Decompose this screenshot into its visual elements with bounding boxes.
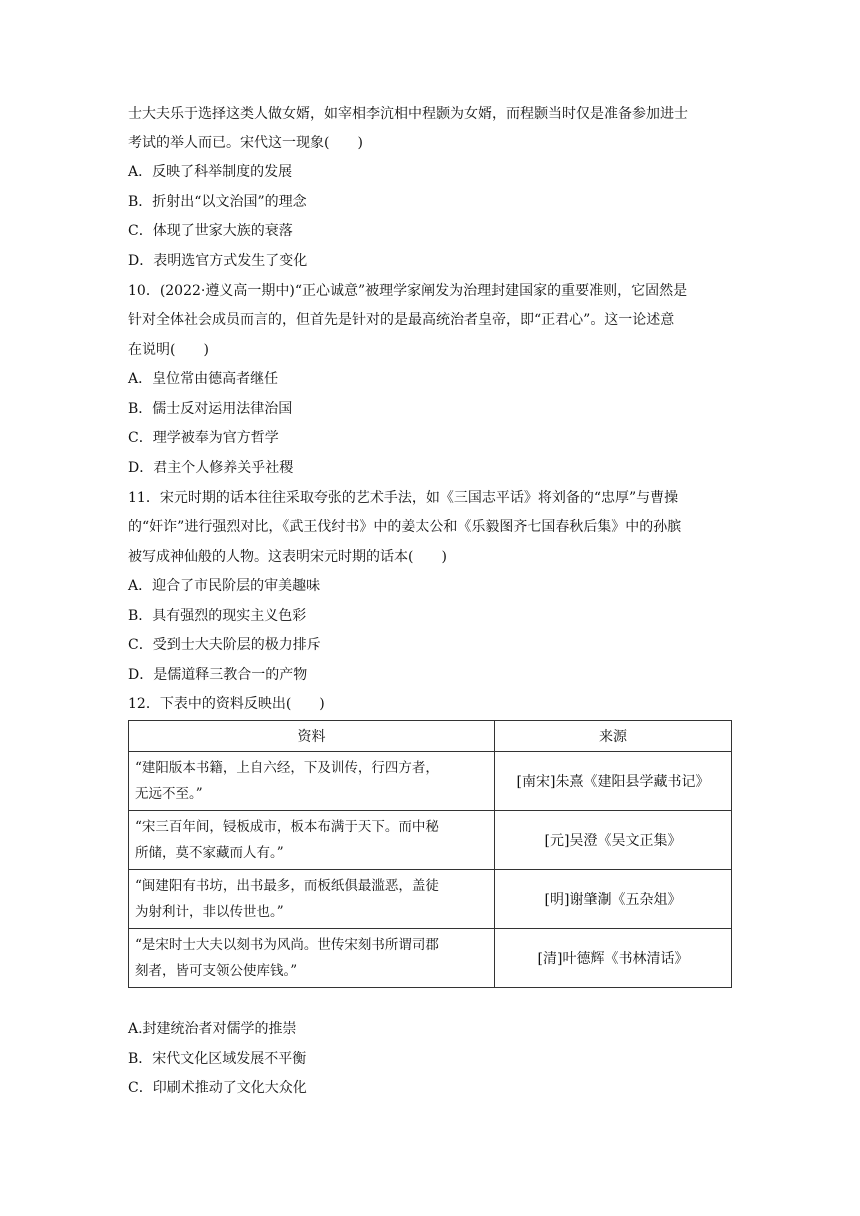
quote-line: “是宋时士大夫以刻书为风尚。世传宋刻书所谓司郡 — [135, 937, 439, 953]
header-material: 资料 — [129, 721, 495, 752]
q11-option-d: D．是儒道释三教合一的产物 — [128, 667, 308, 683]
q12-option-a: A.封建统治者对儒学的推崇 — [128, 1021, 297, 1037]
quote-line: 刻者，皆可支领公使库钱。” — [135, 963, 298, 979]
source-cell: [明]谢肇淛《五杂俎》 — [495, 870, 732, 929]
quote-cell — [129, 929, 495, 988]
quote-line: 所储，莫不家藏而人有。” — [135, 845, 284, 861]
source-cell: [清]叶德辉《书林清话》 — [495, 929, 732, 988]
q9-option-d: D．表明选官方式发生了变化 — [128, 253, 308, 269]
q11-stem-line-1: 11．宋元时期的话本往往采取夸张的艺术手法，如《三国志平话》将刘备的“忠厚”与曹操 — [128, 490, 679, 506]
q10-option-c: C．理学被奉为官方哲学 — [128, 430, 279, 446]
q9-option-b: B．折射出“以文治国”的理念 — [128, 194, 307, 210]
q10-option-d: D．君主个人修养关乎社稷 — [128, 460, 294, 476]
q10-stem-line-1: 10．(2022·遵义高一期中)“正心诚意”被理学家阐发为治理封建国家的重要准则，它固然是 — [128, 283, 688, 299]
quote-cell — [129, 870, 495, 929]
quote-line: 无远不至。” — [135, 786, 203, 802]
source-cell: [元]吴澄《吴文正集》 — [495, 811, 732, 870]
q11-option-c: C．受到士大夫阶层的极力排斥 — [128, 637, 321, 653]
table-row — [129, 752, 732, 811]
table-header-row — [129, 721, 732, 752]
q11-stem-line-3: 被写成神仙般的人物。这表明宋元时期的话本( ) — [128, 549, 447, 565]
q11-stem-line-2: 的“奸诈”进行强烈对比，《武王伐纣书》中的姜太公和《乐毅图齐七国春秋后集》中的孙膑 — [128, 519, 682, 535]
table-row — [129, 870, 732, 929]
q12-option-c: C．印刷术推动了文化大众化 — [128, 1080, 307, 1096]
table-row — [129, 811, 732, 870]
q11-option-b: B．具有强烈的现实主义色彩 — [128, 608, 307, 624]
quote-line: “建阳版本书籍，上自六经，下及训传，行四方者， — [135, 760, 439, 776]
q9-stem-line-1: 士大夫乐于选择这类人做女婿，如宰相李沆相中程颢为女婿，而程颢当时仅是准备参加进士 — [128, 106, 688, 122]
q10-stem-line-3: 在说明( ) — [128, 342, 209, 358]
q10-option-b: B．儒士反对运用法律治国 — [128, 401, 293, 417]
quote-cell — [129, 811, 495, 870]
q10-option-a: A．皇位常由德高者继任 — [128, 371, 279, 387]
quote-line: “宋三百年间，锓板成市，板本布满于天下。而中秘 — [135, 819, 439, 835]
q12-stem: 12．下表中的资料反映出( ) — [128, 696, 325, 712]
header-source: 来源 — [495, 721, 732, 752]
quote-line: “闽建阳有书坊，出书最多，而板纸俱最滥恶，盖徒 — [135, 878, 439, 894]
q12-option-b: B．宋代文化区域发展不平衡 — [128, 1051, 307, 1067]
q11-option-a: A．迎合了市民阶层的审美趣味 — [128, 578, 321, 594]
quote-line: 为射利计，非以传世也。” — [135, 904, 284, 920]
q10-stem-line-2: 针对全体社会成员而言的，但首先是针对的是最高统治者皇帝，即“正君心”。这一论述意 — [128, 312, 675, 328]
q9-option-c: C．体现了世家大族的衰落 — [128, 223, 293, 239]
q9-stem-line-2: 考试的举人而已。宋代这一现象( ) — [128, 135, 363, 151]
quote-cell — [129, 752, 495, 811]
sources-table — [128, 720, 732, 988]
source-cell: [南宋]朱熹《建阳县学藏书记》 — [495, 752, 732, 811]
q9-option-a: A．反映了科举制度的发展 — [128, 164, 293, 180]
table-row — [129, 929, 732, 988]
